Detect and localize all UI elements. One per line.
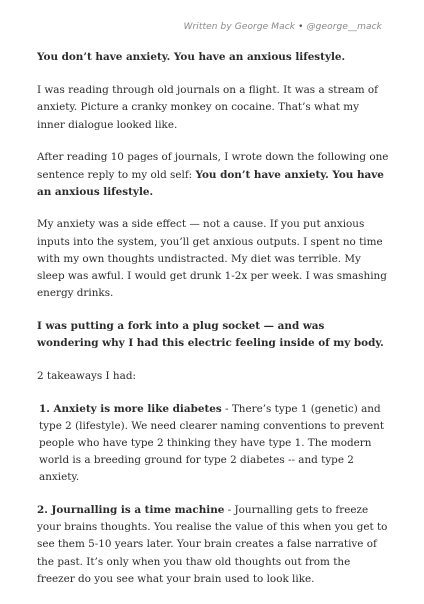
paragraph-reply-text: After reading 10 pages of journals, I wrote down the following one sentence reply to my old self: xyxy=(37,151,389,181)
page-title: You don’t have anxiety. You have an anxious lifestyle. xyxy=(37,51,346,63)
paragraph-takeaways-intro: 2 takeaways I had: xyxy=(37,369,136,382)
takeaway-text: - Journalling gets to freeze your brains thoughts. You realise the value of this when you get to see them 5-10 years later. Your brain creates a false narrative of the past. It’s only when you thaw old thoughts out from the freezer do you see what your brain used to look like. xyxy=(37,504,388,585)
takeaway-heading: 1. Anxiety is more like diabetes xyxy=(39,402,222,415)
takeaway-text: - There’s type 1 (genetic) and type 2 (lifestyle). We need clearer naming conventions to prevent people who have type 2 thinking they have type 1. The modern world is a breeding ground for type 2 diabetes -- and type 2 anxiety. xyxy=(39,402,385,484)
paragraph-fork: I was putting a fork into a plug socket — and was wondering why I had this electric feeling inside of my body. xyxy=(37,319,384,350)
takeaway-heading: 2. Journalling is a time machine xyxy=(37,504,225,517)
paragraph-journals: I was reading through old journals on a flight. It was a stream of anxiety. Picture a cranky monkey on cocaine. That’s what my inner dialogue looked like. xyxy=(37,84,379,131)
byline-handle: @george__mack xyxy=(306,22,382,32)
paragraph-reply xyxy=(37,149,389,201)
paragraph-reply-bold: You don’t have anxiety. You have an anxious lifestyle. xyxy=(37,168,384,198)
paragraph-side-effect: My anxiety was a side effect — not a cause. If you put anxious inputs into the system, you’ll get anxious outputs. I spent no time with my own thoughts undistracted. My diet was terrible. My sleep was awful. I would get drunk 1-2x per week. I was smashing energy drinks. xyxy=(37,218,387,300)
byline-author: Written by George Mack xyxy=(183,22,296,32)
takeaway-item xyxy=(37,502,389,588)
byline xyxy=(184,22,382,32)
document-body xyxy=(37,49,389,604)
takeaway-item xyxy=(37,401,389,487)
byline-separator: • xyxy=(298,22,304,32)
